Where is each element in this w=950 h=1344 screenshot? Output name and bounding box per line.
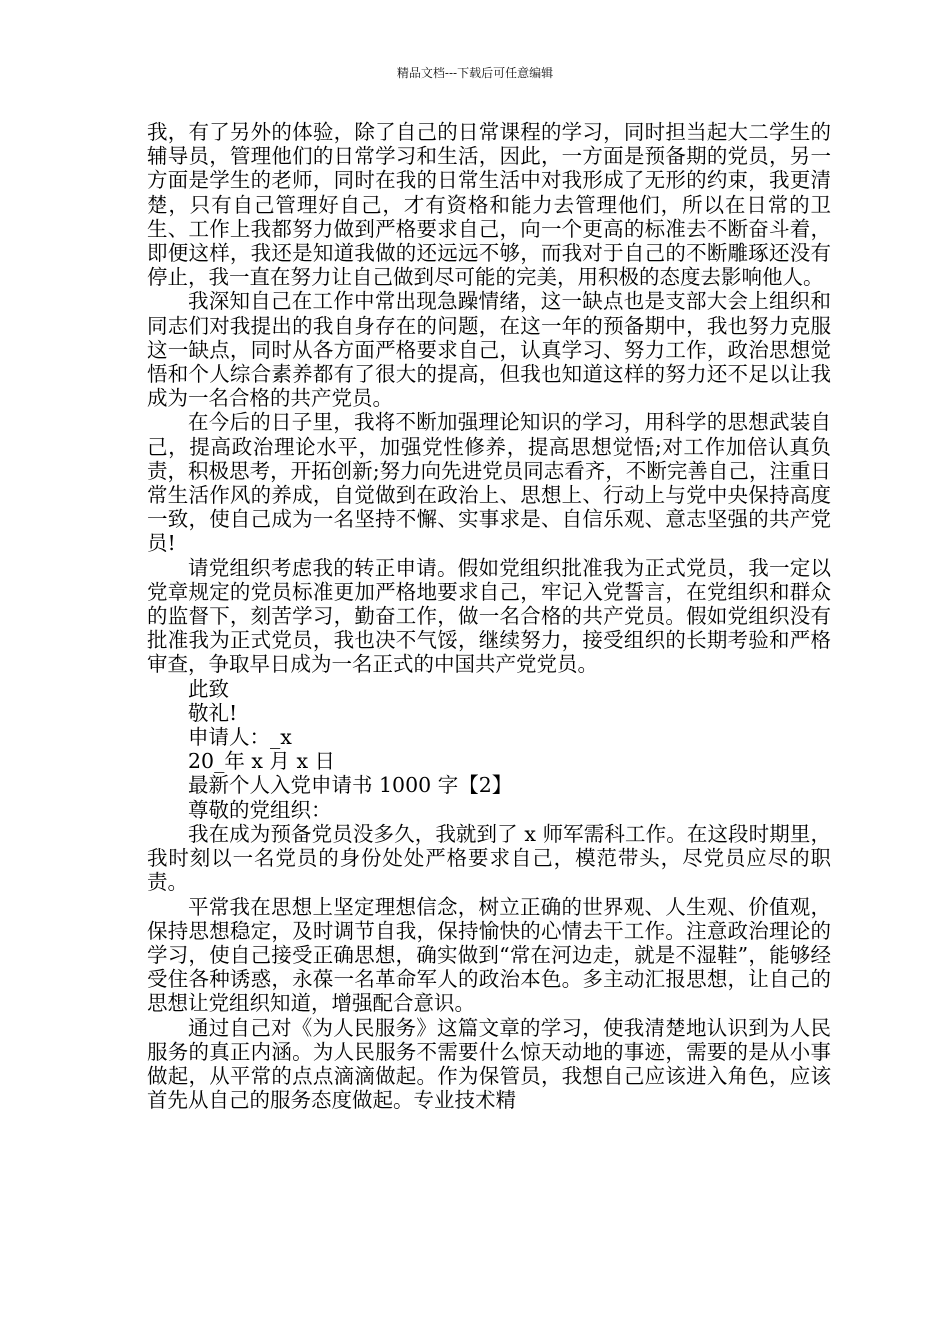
paragraph: 请党组织考虑我的转正申请。假如党组织批准我为正式党员，我一定以党章规定的党员标准更加严格地要求自己，牢记入党誓言，在党组织和群众的监督下，刻苦学习，勤奋工作，做一名合格的共产党员。假如党组织没有批准我为正式党员，我也决不气馁，继续努力，接受组织的长期考验和严格审查，争取早日成为一名正式的中国共产党党员。 [147,555,831,677]
paragraph: 我深知自己在工作中常出现急躁情绪，这一缺点也是支部大会上组织和同志们对我提出的我自身存在的问题，在这一年的预备期中，我也努力克服这一缺点，同时从各方面严格要求自己，认真学习、努力工作，政治思想觉悟和个人综合素养都有了很大的提高，但我也知道这样的努力还不足以让我成为一名合格的共产党员。 [147,289,831,411]
greeting-line: 尊敬的党组织： [188,797,332,822]
closing-salutation: 此致 [188,676,229,701]
date-line: 20_年 x 月 x 日 [188,749,336,774]
paragraph: 通过自己对《为人民服务》这篇文章的学习，使我清楚地认识到为人民服务的真正内涵。为人民服务不需要什么惊天动地的事迹，需要的是从小事做起，从平常的点点滴滴做起。作为保管员，我想自己应该进入角色，应该首先从自己的服务态度做起。专业技术精 [147,1015,831,1113]
section-title: 最新个人入党申请书 1000 字【2】 [188,773,513,798]
paragraph: 我在成为预备党员没多久，我就到了 x 师军需科工作。在这段时期里，我时刻以一名党员的身份处处严格要求自己，模范带头，尽党员应尽的职责。 [147,821,831,895]
paragraph: 我，有了另外的体验，除了自己的日常课程的学习，同时担当起大二学生的辅导员，管理他们的日常学习和生活，因此，一方面是预备期的党员，另一方面是学生的老师，同时在我的日常生活中对我形成了无形的约束，我更清楚，只有自己管理好自己，才有资格和能力去管理他们，所以在日常的卫生、工作上我都努力做到严格要求自己，向一个更高的标准去不断奋斗着，即便这样，我还是知道我做的还远远不够，而我对于自己的不断雕琢还没有停止，我一直在努力让自己做到尽可能的完美，用积极的态度去影响他人。 [147,120,831,290]
paragraph: 在今后的日子里，我将不断加强理论知识的学习，用科学的思想武装自己，提高政治理论水平，加强党性修养，提高思想觉悟;对工作加倍认真负责，积极思考，开拓创新;努力向先进党员同志看齐，不断完善自己，注重日常生活作风的养成，自觉做到在政治上、思想上、行动上与党中央保持高度一致，使自己成为一名坚持不懈、实事求是、自信乐观、意志坚强的共产党员! [147,410,831,556]
paragraph: 平常我在思想上坚定理想信念，树立正确的世界观、人生观、价值观，保持思想稳定，及时调节自我，保持愉快的心情去干工作。注意政治理论的学习，使自己接受正确思想，确实做到“常在河边走，就是不湿鞋”，能够经受住各种诱惑，永葆一名革命军人的政治本色。多主动汇报思想，让自己的思想让党组织知道，增强配合意识。 [147,894,831,1016]
applicant-line: 申请人：_x [188,725,292,750]
page-header: 精品文档---下载后可任意编辑 [396,66,554,80]
closing-regards: 敬礼! [188,700,238,725]
document-body [147,120,831,1112]
